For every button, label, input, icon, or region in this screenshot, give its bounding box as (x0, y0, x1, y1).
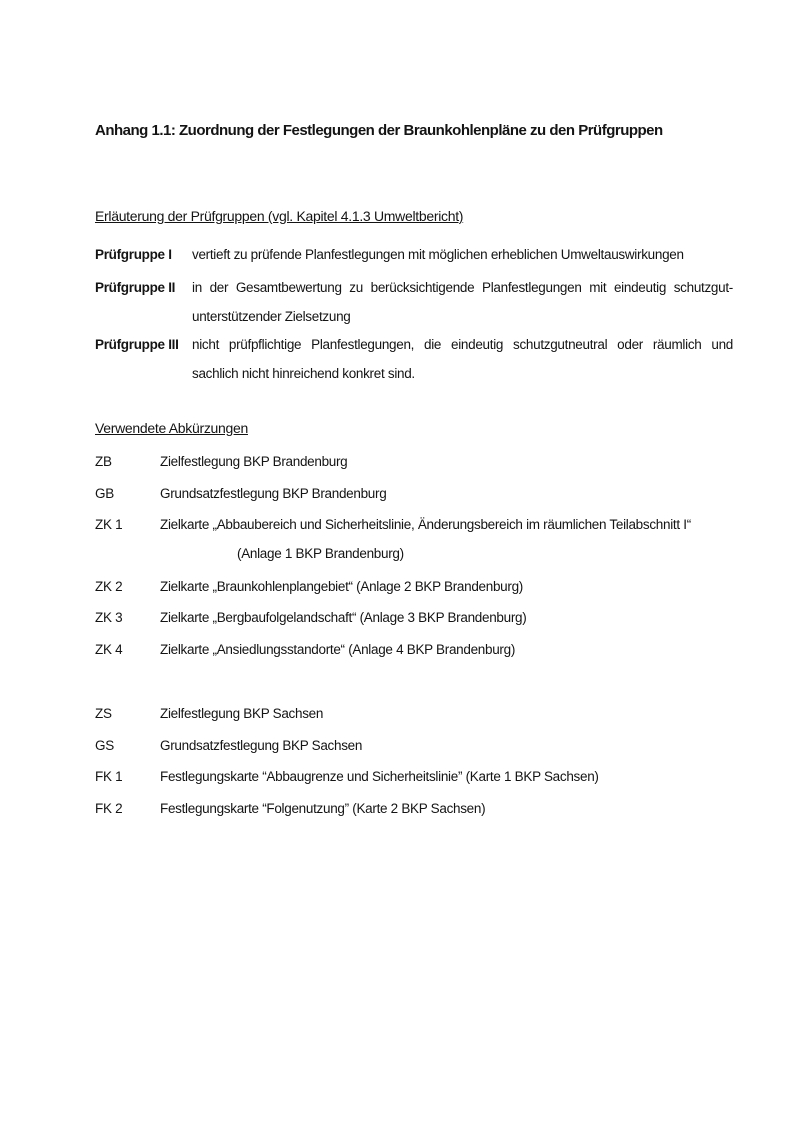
abbreviation-code: FK 2 (95, 801, 123, 816)
abbreviation-row (95, 603, 755, 632)
pruefgruppe-description (192, 330, 733, 388)
abbreviation-description-line1: Festlegungskarte “Abbaugrenze und Sicherheitslinie” (Karte 1 BKP Sachsen) (160, 769, 599, 784)
abbreviation-description (160, 447, 755, 476)
abbreviation-code: ZK 4 (95, 642, 123, 657)
pruefgruppe-description-line1: in der Gesamtbewertung zu berücksichtigende Planfestlegungen mit eindeutig schutzgut- (192, 280, 733, 295)
abbreviation-description (160, 572, 755, 601)
pruefgruppe-description-line1: vertieft zu prüfende Planfestlegungen mit möglichen erheblichen Umweltauswirkungen (192, 247, 684, 262)
abbreviation-description-line1: Zielfestlegung BKP Brandenburg (160, 454, 348, 469)
pruefgruppe-description-line2: unterstützender Zielsetzung (192, 309, 351, 324)
abbreviation-description-line2: (Anlage 1 BKP Brandenburg) (237, 546, 404, 561)
abbreviation-code: ZK 3 (95, 610, 123, 625)
abbreviation-description-line1: Zielkarte „Braunkohlenplangebiet“ (Anlage 2 BKP Brandenburg) (160, 579, 523, 594)
document-title: Anhang 1.1: Zuordnung der Festlegungen der Braunkohlenpläne zu den Prüfgruppen (95, 122, 663, 139)
abbreviation-code: FK 1 (95, 769, 123, 784)
abbreviation-description-line1: Festlegungskarte “Folgenutzung” (Karte 2 BKP Sachsen) (160, 801, 486, 816)
abbreviation-code: GB (95, 486, 114, 501)
pruefgruppe-label: Prüfgruppe III (95, 337, 179, 352)
abbreviation-code: ZK 1 (95, 517, 123, 532)
pruefgruppe-label: Prüfgruppe II (95, 280, 176, 295)
abbreviation-description-line1: Grundsatzfestlegung BKP Brandenburg (160, 486, 387, 501)
abbreviation-row (95, 479, 755, 508)
abbreviation-description-line1: Zielkarte „Abbaubereich und Sicherheitslinie, Änderungsbereich im räumlichen Teilabschnitt I“ (160, 517, 691, 532)
abbreviation-code: GS (95, 738, 114, 753)
abbreviation-row (95, 794, 755, 823)
abbreviation-code: ZS (95, 706, 112, 721)
pruefgruppe-description (192, 273, 733, 331)
abbreviation-row (95, 635, 755, 664)
abbreviation-description (160, 762, 755, 791)
abbreviation-description-line1: Zielkarte „Bergbaufolgelandschaft“ (Anlage 3 BKP Brandenburg) (160, 610, 527, 625)
pruefgruppe-description-line2: sachlich nicht hinreichend konkret sind. (192, 366, 415, 381)
abbreviation-description (160, 635, 755, 664)
pruefgruppe-description-line1: nicht prüfpflichtige Planfestlegungen, die eindeutig schutzgutneutral oder räumlich und (192, 337, 733, 352)
abbreviations-heading: Verwendete Abkürzungen (95, 420, 248, 436)
abbreviation-row (95, 731, 755, 760)
abbreviation-row (95, 572, 755, 601)
abbreviation-description (160, 699, 755, 728)
abbreviation-description (160, 794, 755, 823)
pruefgruppe-row (95, 273, 733, 331)
abbreviation-description (160, 603, 755, 632)
abbreviation-row (95, 762, 755, 791)
abbreviation-code: ZB (95, 454, 112, 469)
abbreviation-row (95, 447, 755, 476)
abbreviation-description (160, 479, 755, 508)
abbreviation-code: ZK 2 (95, 579, 123, 594)
abbreviation-description (160, 731, 755, 760)
pruefgruppe-label: Prüfgruppe I (95, 247, 172, 262)
pruefgruppe-description (192, 240, 733, 269)
abbreviation-row (95, 510, 755, 568)
abbreviation-description-line1: Zielfestlegung BKP Sachsen (160, 706, 324, 721)
pruefgruppen-heading: Erläuterung der Prüfgruppen (vgl. Kapitel 4.1.3 Umweltbericht) (95, 208, 464, 224)
pruefgruppe-row (95, 330, 733, 388)
abbreviation-description-line1: Zielkarte „Ansiedlungsstandorte“ (Anlage 4 BKP Brandenburg) (160, 642, 516, 657)
abbreviation-row (95, 699, 755, 728)
abbreviation-description-line1: Grundsatzfestlegung BKP Sachsen (160, 738, 363, 753)
abbreviation-description (160, 510, 755, 568)
pruefgruppe-row (95, 240, 733, 269)
